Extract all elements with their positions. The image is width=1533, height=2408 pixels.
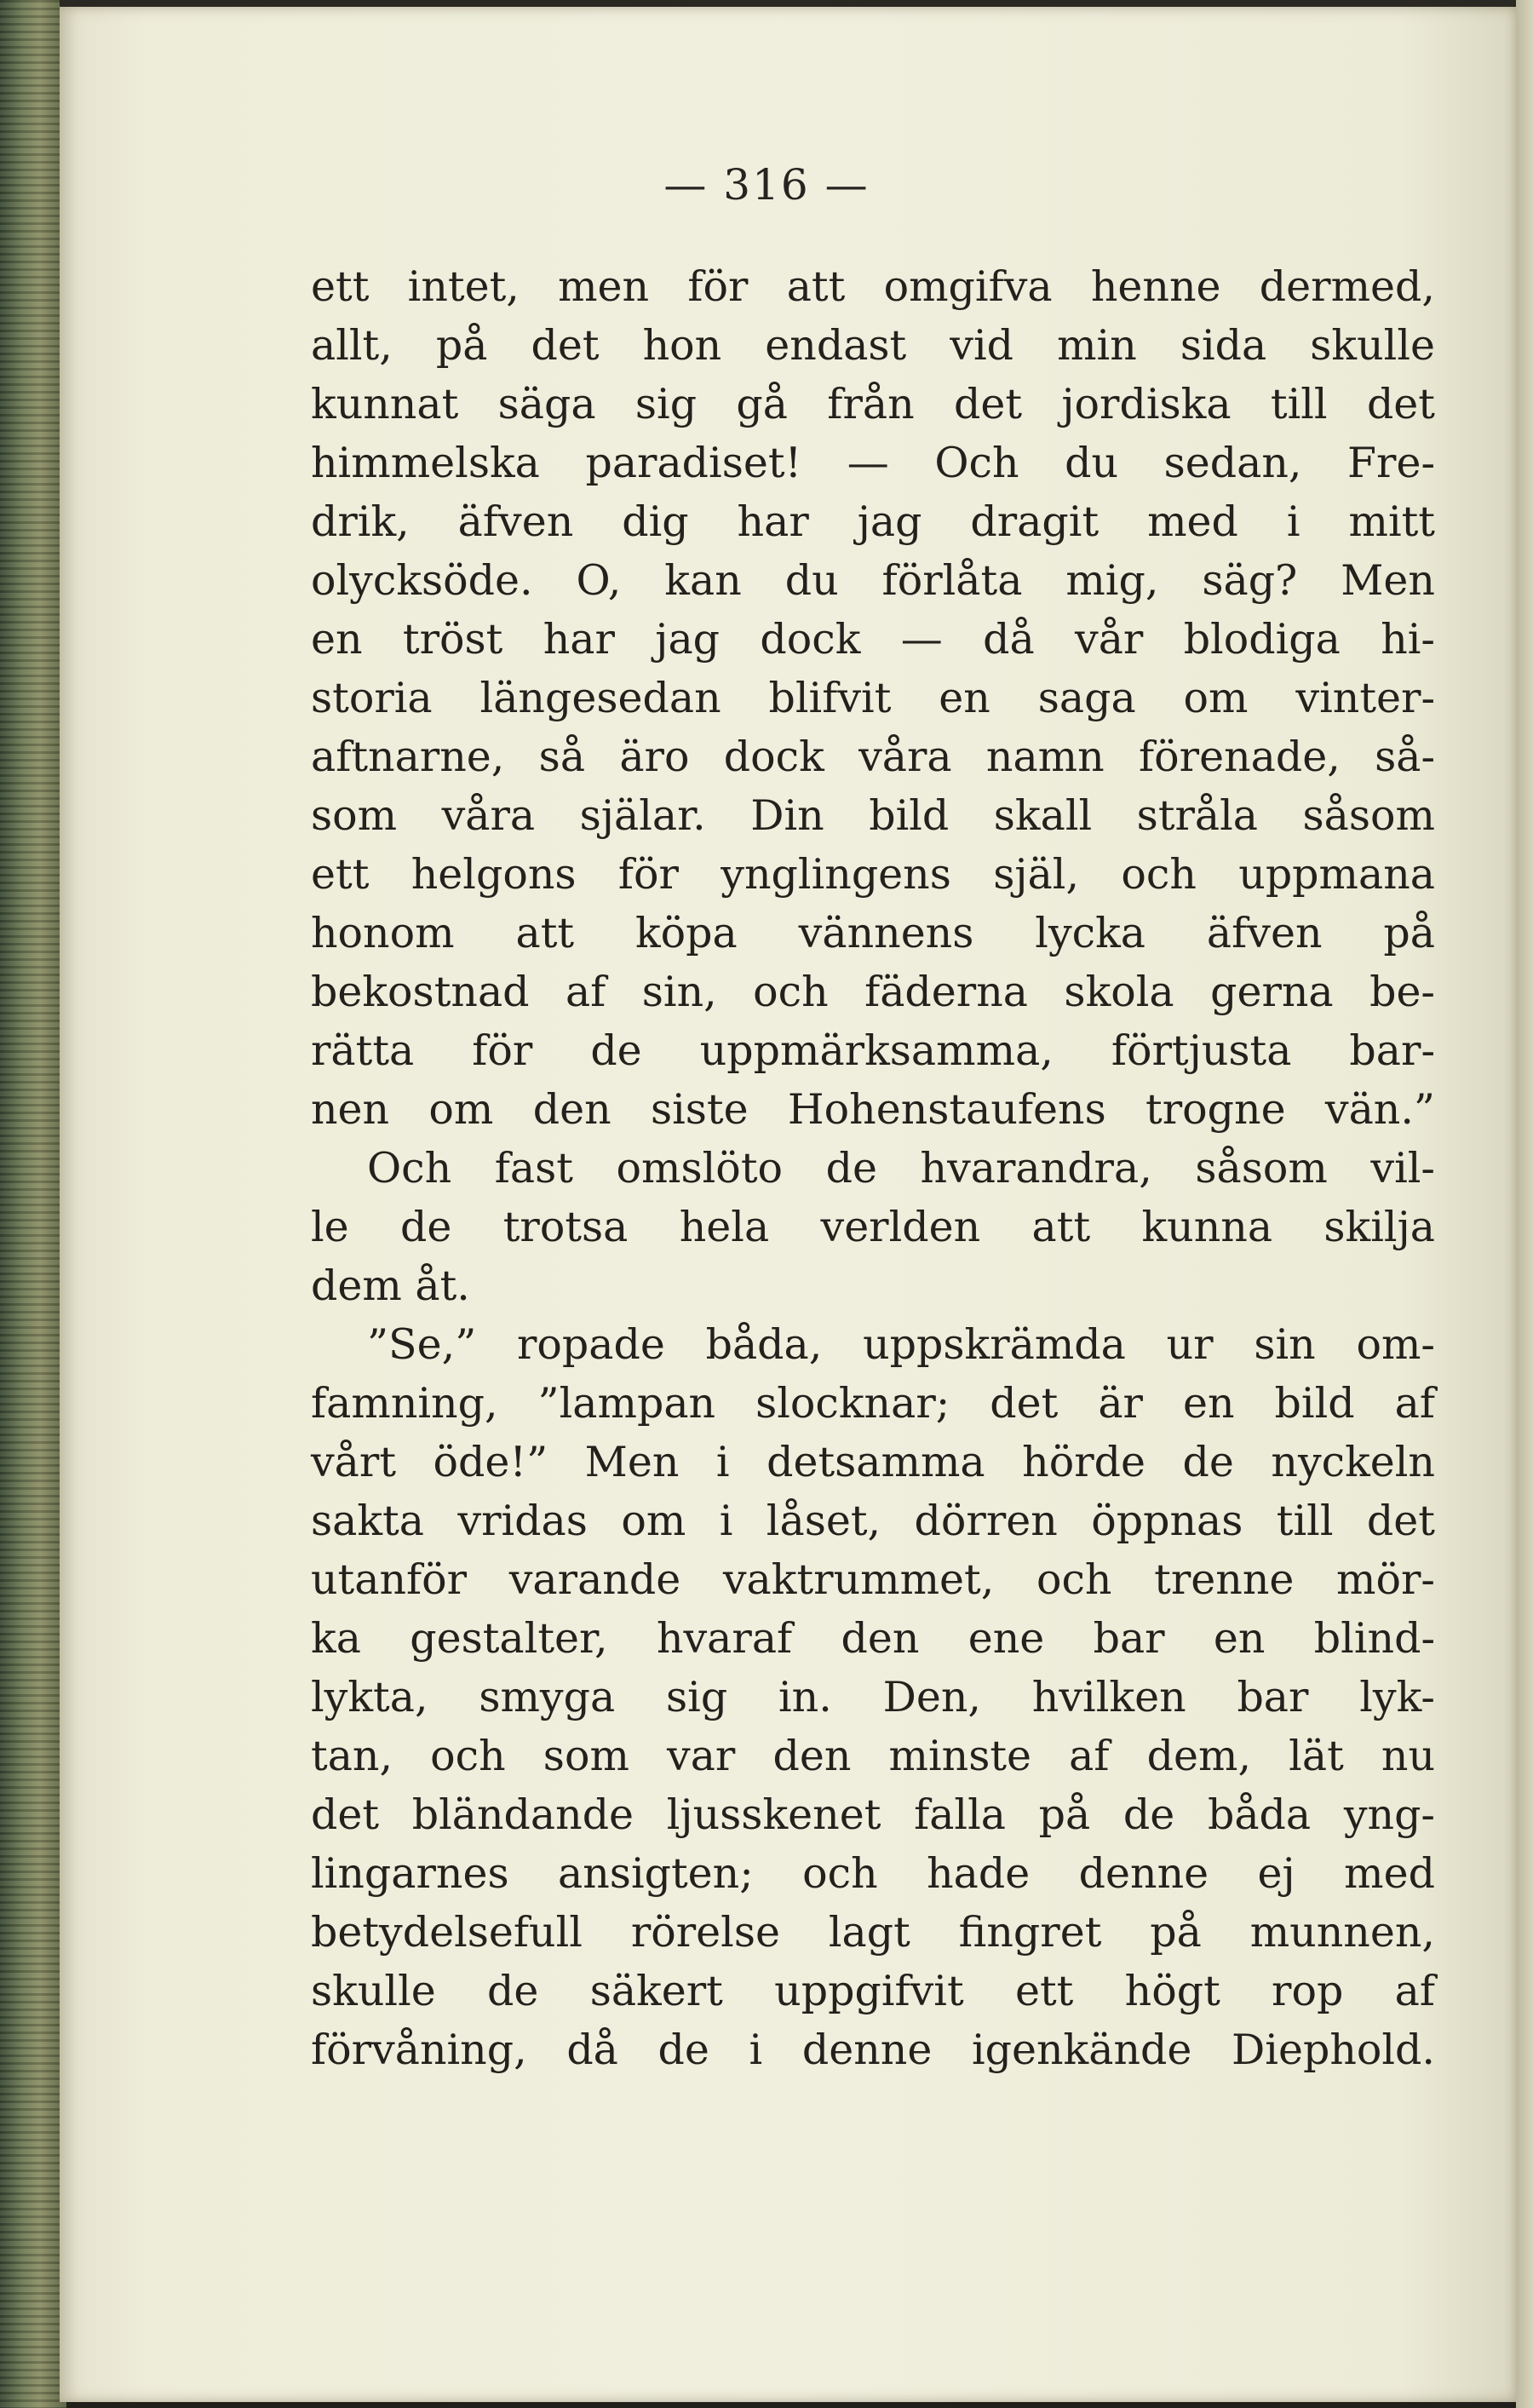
text-line: le de trotsa hela verlden att kunna skilja [311,1203,1435,1251]
text-line: honom att köpa vännens lycka äfven på [311,909,1435,957]
text-line: vårt öde!” Men i detsamma hörde de nyckeln [311,1438,1435,1486]
text-line: Och fast omslöto de hvarandra, såsom vil- [367,1144,1435,1193]
text-line: rätta för de uppmärksamma, förtjusta bar- [311,1026,1435,1075]
text-line: kunnat säga sig gå från det jordiska till det [311,380,1435,428]
text-line: famning, ”lampan slocknar; det är en bild af [311,1379,1435,1428]
text-line: drik, äfven dig har jag dragit med i mitt [311,497,1435,546]
text-line: det bländande ljusskenet falla på de båda yng- [311,1790,1435,1839]
text-line: himmelska paradiset! — Och du sedan, Fre- [311,439,1435,487]
text-line: lykta, smyga sig in. Den, hvilken bar lyk- [311,1673,1435,1721]
text-line: storia längesedan blifvit en saga om vinter- [311,674,1435,722]
text-line: tan, och som var den minste af dem, lät nu [311,1732,1435,1780]
text-line: bekostnad af sin, och fäderna skola gerna be- [311,968,1435,1016]
text-line: aftnarne, så äro dock våra namn förenade, så- [311,733,1435,781]
page-number: — 316 — [663,160,870,210]
text-line: som våra själar. Din bild skall stråla såsom [311,791,1435,840]
text-line: allt, på det hon endast vid min sida skulle [311,321,1435,370]
top-page-edge [60,0,1533,7]
text-line: sakta vridas om i låset, dörren öppnas till det [311,1497,1435,1545]
text-line: lingarnes ansigten; och hade denne ej med [311,1849,1435,1898]
text-line: skulle de säkert uppgifvit ett högt rop af [311,1967,1435,2015]
text-line: dem åt. [311,1261,470,1310]
text-line: utanför varande vaktrummet, och trenne mör- [311,1555,1435,1604]
text-line: ka gestalter, hvaraf den ene bar en blind- [311,1614,1435,1663]
text-line: betydelsefull rörelse lagt fingret på munnen, [311,1908,1435,1957]
text-line: ett helgons för ynglingens själ, och uppmana [311,850,1435,899]
text-line: en tröst har jag dock — då vår blodiga hi- [311,615,1435,664]
text-line: nen om den siste Hohenstaufens trogne vän.” [311,1085,1435,1134]
text-line: ett intet, men för att omgifva henne dermed, [311,262,1435,311]
text-line: förvåning, då de i denne igenkände Diephold. [311,2026,1435,2074]
right-page-edge [1516,0,1533,2408]
book-binding [0,0,66,2408]
text-line: olycksöde. O, kan du förlåta mig, säg? Men [311,556,1435,605]
text-line: ”Se,” ropade båda, uppskrämda ur sin om- [367,1320,1435,1369]
body-text [311,257,1435,2079]
